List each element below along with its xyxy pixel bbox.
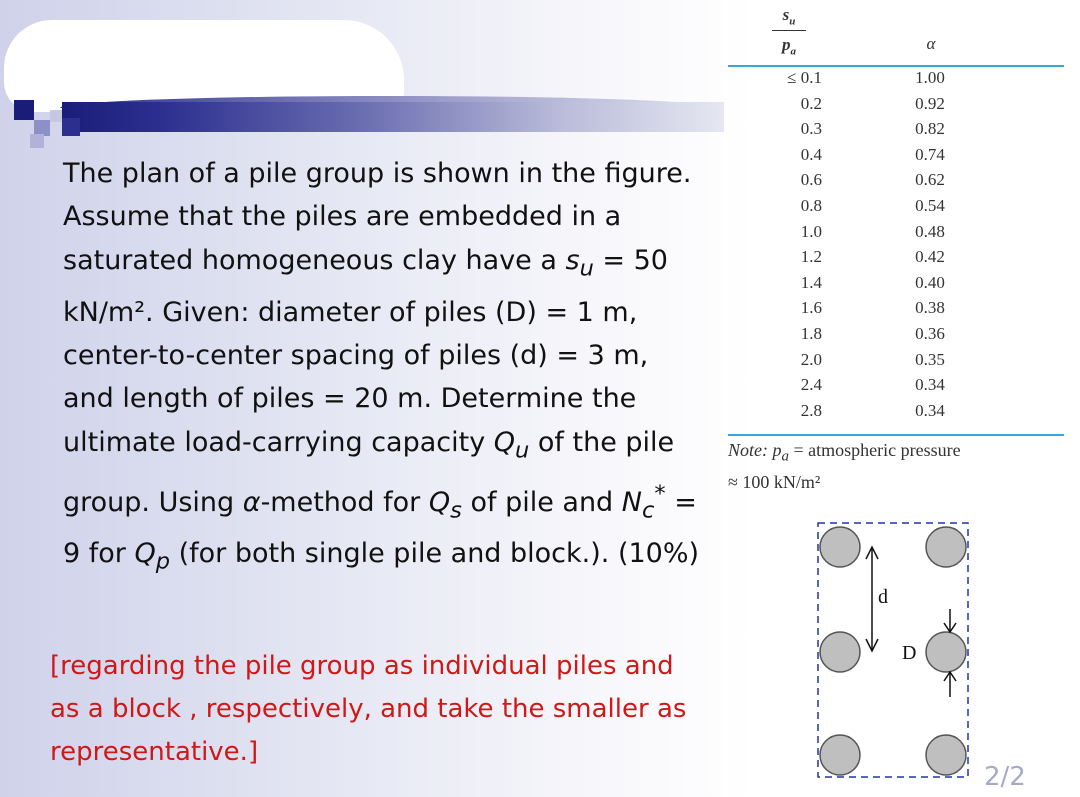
pile bbox=[926, 527, 966, 567]
table-row bbox=[728, 297, 1066, 323]
pile bbox=[926, 632, 966, 672]
pile-group-plan bbox=[810, 515, 980, 785]
alpha-cell: 0.38 bbox=[915, 298, 945, 318]
diameter-label: D bbox=[902, 642, 917, 664]
su-pa-cell: 1.0 bbox=[800, 221, 822, 241]
table-row bbox=[728, 272, 1066, 298]
table-row bbox=[728, 400, 1066, 426]
decor-square bbox=[30, 134, 44, 148]
table-row bbox=[728, 246, 1066, 272]
su-over-pa-header: $s_u$ $p_a$ bbox=[772, 2, 806, 57]
table-row bbox=[728, 374, 1066, 400]
table-row bbox=[728, 169, 1066, 195]
alpha-cell: 0.42 bbox=[915, 247, 945, 267]
su-pa-cell: 0.6 bbox=[800, 170, 822, 190]
su-pa-cell: 1.8 bbox=[800, 323, 822, 343]
table-bottom-rule bbox=[728, 434, 1064, 436]
pile bbox=[926, 735, 966, 775]
su-pa-cell: 1.6 bbox=[800, 298, 822, 318]
page-number: 2/2 bbox=[984, 762, 1026, 792]
su-pa-cell: 0.2 bbox=[800, 93, 822, 113]
spacing-label: d bbox=[878, 586, 888, 608]
alpha-cell: 1.00 bbox=[915, 68, 945, 87]
table-header bbox=[728, 0, 1066, 66]
su-pa-cell: 0.3 bbox=[800, 119, 822, 139]
table-row bbox=[728, 118, 1066, 144]
table-row bbox=[728, 349, 1066, 375]
table-row bbox=[728, 195, 1066, 221]
table-row bbox=[728, 144, 1066, 170]
su-pa-cell: 0.8 bbox=[800, 195, 822, 215]
alpha-cell: 0.92 bbox=[915, 93, 945, 113]
title-bar bbox=[62, 102, 724, 132]
alpha-cell: 0.48 bbox=[915, 221, 945, 241]
table-body bbox=[728, 67, 1066, 425]
su-pa-cell: 1.2 bbox=[800, 247, 822, 267]
pile-group-diagram bbox=[810, 515, 980, 785]
table-note: Note: $p_a$ = atmospheric pressure ≈ 100 kN/m² bbox=[728, 440, 961, 492]
decor-square bbox=[14, 100, 34, 120]
alpha-cell: 0.54 bbox=[915, 195, 945, 215]
table-row bbox=[728, 67, 1066, 93]
su-pa-cell: 1.4 bbox=[800, 272, 822, 292]
decor-square bbox=[62, 118, 80, 136]
su-pa-cell: 0.4 bbox=[800, 144, 822, 164]
alpha-cell: 0.34 bbox=[915, 400, 945, 420]
alpha-cell: 0.36 bbox=[915, 323, 945, 343]
alpha-cell: 0.34 bbox=[915, 375, 945, 395]
alpha-cell: 0.62 bbox=[915, 170, 945, 190]
problem-statement: The plan of a pile group is shown in the figure. Assume that the piles are embedded in a saturated homogeneous clay have a $s_u = 50$ kN/m². Given: diameter of piles (D) = 1 m, center-to-center spacing of piles (d) = 3 m, and length of piles = 20 m. Determine the ultimate load-carrying capacity $Q_u$ of the pile group. Using α-method for $Q_s$ of pile and $N_c^* = 9$ for $Q_p$ (for both single pile and block.). (10%) bbox=[63, 158, 700, 575]
su-pa-cell: ≤ 0.1 bbox=[787, 68, 822, 87]
alpha-cell: 0.82 bbox=[915, 119, 945, 139]
decor-square bbox=[50, 110, 62, 122]
su-pa-cell: 2.0 bbox=[800, 349, 822, 369]
su-pa-cell: 2.4 bbox=[800, 375, 822, 395]
alpha-cell: 0.74 bbox=[915, 144, 945, 164]
table-row bbox=[728, 323, 1066, 349]
alpha-cell: 0.35 bbox=[915, 349, 945, 369]
instruction-note: [regarding the pile group as individual piles and as a block , respectively, and take the smaller as representative.] bbox=[50, 651, 687, 767]
su-pa-cell: 2.8 bbox=[800, 400, 822, 420]
pile bbox=[820, 527, 860, 567]
table-row bbox=[728, 93, 1066, 119]
alpha-cell: 0.40 bbox=[915, 272, 945, 292]
alpha-header: α bbox=[926, 34, 936, 53]
pile bbox=[820, 735, 860, 775]
pile bbox=[820, 632, 860, 672]
table-row bbox=[728, 221, 1066, 247]
